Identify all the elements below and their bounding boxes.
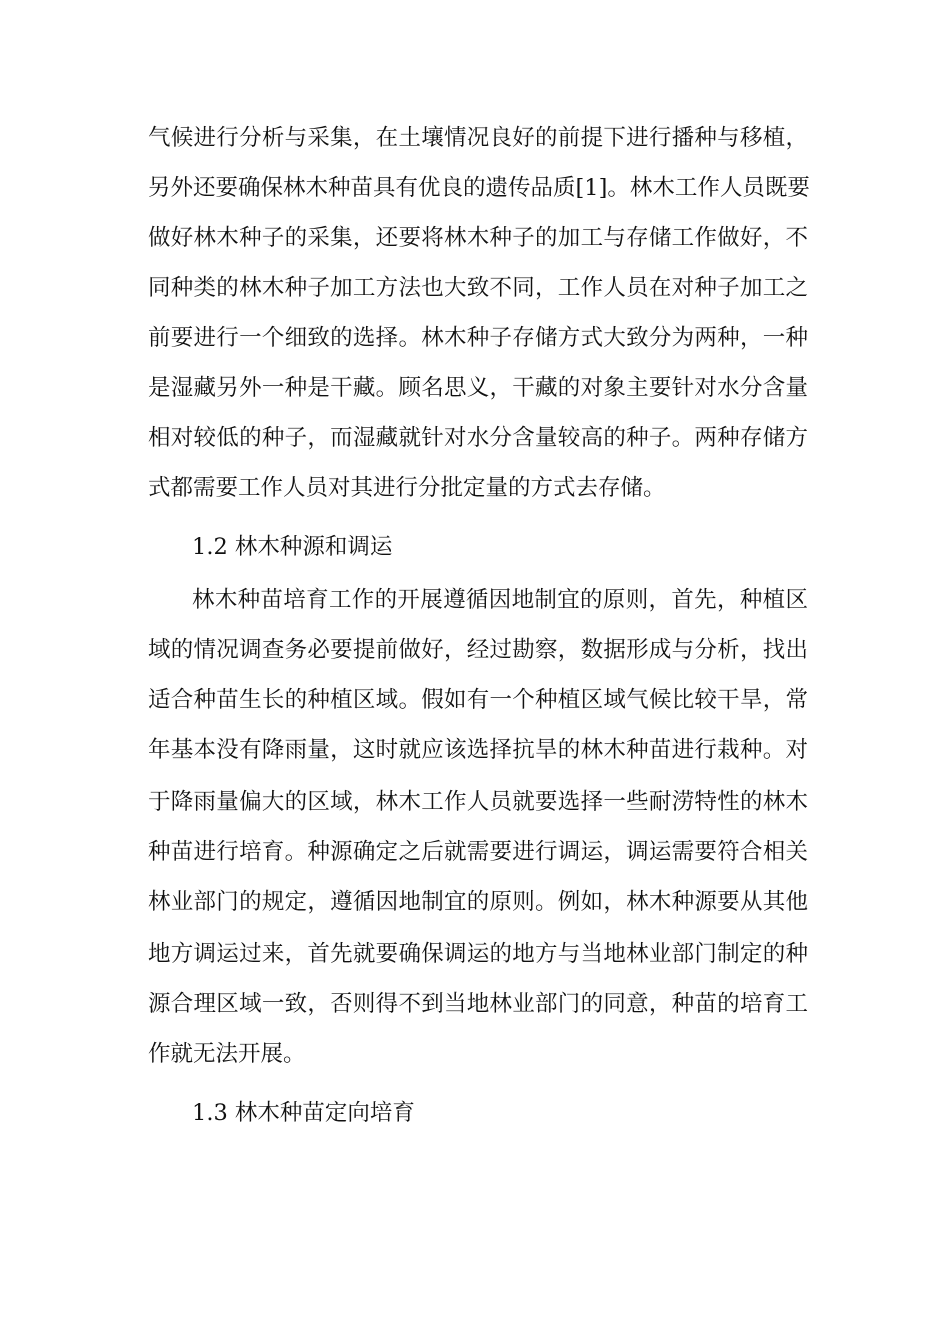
paragraph-line: 相对较低的种子，而湿藏就针对水分含量较高的种子。两种存储方 — [148, 425, 808, 451]
paragraph-line: 于降雨量偏大的区域，林木工作人员就要选择一些耐涝特性的林木 — [148, 789, 808, 815]
paragraph-line: 适合种苗生长的种植区域。假如有一个种植区域气候比较干旱，常 — [148, 687, 808, 713]
paragraph-line: 气候进行分析与采集，在土壤情况良好的前提下进行播种与移植， — [148, 125, 808, 151]
paragraph-line: 同种类的林木种子加工方法也大致不同，工作人员在对种子加工之 — [148, 275, 808, 301]
paragraph-line: 林业部门的规定，遵循因地制宜的原则。例如，林木种源要从其他 — [148, 889, 808, 915]
paragraph-line: 域的情况调查务必要提前做好，经过勘察，数据形成与分析，找出 — [148, 637, 808, 663]
section-heading-1-2: 1.2 林木种源和调运 — [192, 534, 393, 560]
paragraph-line: 种苗进行培育。种源确定之后就需要进行调运，调运需要符合相关 — [148, 839, 808, 865]
section-heading-1-3: 1.3 林木种苗定向培育 — [192, 1100, 415, 1126]
paragraph-line: 林木种苗培育工作的开展遵循因地制宜的原则，首先，种植区 — [192, 587, 808, 613]
paragraph-line: 式都需要工作人员对其进行分批定量的方式去存储。 — [148, 475, 666, 501]
paragraph-line: 作就无法开展。 — [148, 1041, 306, 1067]
paragraph-line: 地方调运过来，首先就要确保调运的地方与当地林业部门制定的种 — [148, 941, 808, 967]
paragraph-line: 是湿藏另外一种是干藏。顾名思义，干藏的对象主要针对水分含量 — [148, 375, 808, 401]
paragraph-line: 做好林木种子的采集，还要将林木种子的加工与存储工作做好，不 — [148, 225, 808, 251]
paragraph-line: 年基本没有降雨量，这时就应该选择抗旱的林木种苗进行栽种。对 — [148, 737, 808, 763]
paragraph-line: 另外还要确保林木种苗具有优良的遗传品质[1]。林木工作人员既要 — [148, 175, 810, 201]
paragraph-line: 前要进行一个细致的选择。林木种子存储方式大致分为两种，一种 — [148, 325, 808, 351]
paragraph-line: 源合理区域一致，否则得不到当地林业部门的同意，种苗的培育工 — [148, 991, 808, 1017]
